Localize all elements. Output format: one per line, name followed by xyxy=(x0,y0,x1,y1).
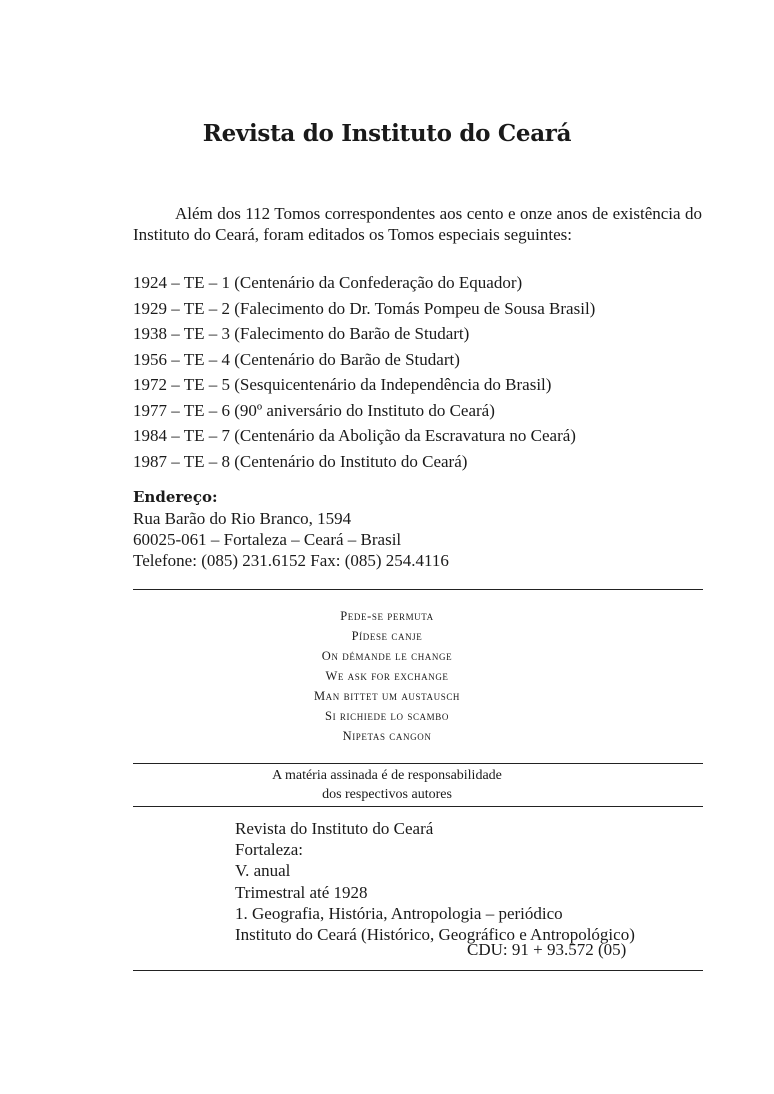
special-tome-item: 1972 – TE – 5 (Sesquicentenário da Independência do Brasil) xyxy=(133,375,552,394)
special-tome-item: 1984 – TE – 7 (Centenário da Abolição da Escravatura no Ceará) xyxy=(133,426,576,445)
divider xyxy=(133,589,703,590)
divider xyxy=(133,806,703,807)
special-tome-item: 1929 – TE – 2 (Falecimento do Dr. Tomás Pompeu de Sousa Brasil) xyxy=(133,298,596,318)
responsibility-line: dos respectivos autores xyxy=(322,787,452,802)
address-line: Telefone: (085) 231.6152 Fax: (085) 254.4116 xyxy=(133,551,449,570)
catalog-line: Trimestral até 1928 xyxy=(235,882,368,902)
exchange-request: Si richiede lo scambo xyxy=(325,709,449,723)
address-block xyxy=(133,508,449,571)
address-line: 60025-061 – Fortaleza – Ceará – Brasil xyxy=(133,530,402,549)
divider xyxy=(133,970,703,971)
catalog-record xyxy=(235,818,703,945)
intro-paragraph: Além dos 112 Tomos correspondentes aos cento e onze anos de existência do Instituto do Ceará, foram editados os Tomos especiais seguintes: xyxy=(133,204,702,244)
special-tome-item: 1977 – TE – 6 (90º aniversário do Instituto do Ceará) xyxy=(133,400,495,420)
catalog-line: Revista do Instituto do Ceará xyxy=(235,819,434,838)
special-tomes-list xyxy=(133,270,713,474)
responsibility-line: A matéria assinada é de responsabilidade xyxy=(272,768,502,783)
catalog-line: V. anual xyxy=(235,861,291,881)
divider xyxy=(133,763,703,764)
exchange-request: Nipetas cangon xyxy=(342,729,432,743)
address-heading: Endereço: xyxy=(133,488,218,506)
special-tome-item: 1924 – TE – 1 (Centenário da Confederação do Equador) xyxy=(133,273,523,292)
exchange-request: Pídese canje xyxy=(351,629,423,643)
special-tome-item: 1938 – TE – 3 (Falecimento do Barão de Studart) xyxy=(133,324,470,343)
page-title: Revista do Instituto do Ceará xyxy=(202,120,572,147)
cdu-classification: CDU: 91 + 93.572 (05) xyxy=(467,940,627,959)
exchange-request: Man bittet um austausch xyxy=(313,689,461,703)
catalog-line: Instituto do Ceará (Histórico, Geográfico e Antropológico) xyxy=(235,924,635,944)
responsibility-note xyxy=(0,766,774,804)
exchange-request: We ask for exchange xyxy=(325,669,449,683)
exchange-requests-list xyxy=(0,606,774,746)
catalog-line: Fortaleza: xyxy=(235,840,303,860)
address-line: Rua Barão do Rio Branco, 1594 xyxy=(133,509,352,528)
catalog-line: 1. Geografia, História, Antropologia – periódico xyxy=(235,903,563,923)
special-tome-item: 1956 – TE – 4 (Centenário do Barão de Studart) xyxy=(133,349,460,369)
special-tome-item: 1987 – TE – 8 (Centenário do Instituto do Ceará) xyxy=(133,451,468,471)
exchange-request: Pede-se permuta xyxy=(340,609,434,623)
exchange-request: On démande le change xyxy=(321,649,453,663)
